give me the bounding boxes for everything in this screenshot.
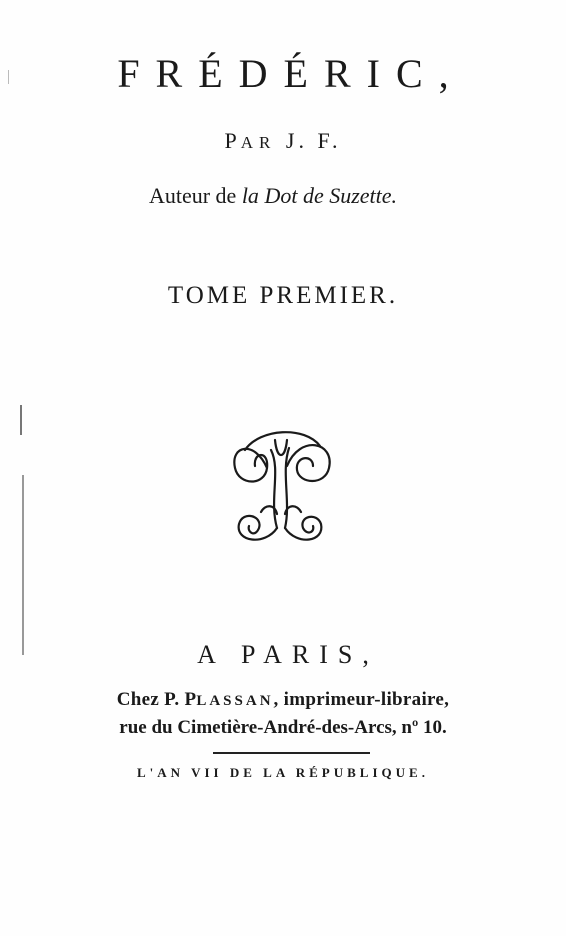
divider-rule (213, 752, 370, 754)
volume-label: TOME PREMIER. (167, 282, 399, 309)
printer-line (0, 689, 566, 711)
work-title-4: Suzette. (329, 183, 398, 208)
edge-mark (20, 405, 22, 435)
author-prefix-small-caps: AR (240, 133, 277, 152)
edge-mark (22, 475, 24, 655)
printer-address: rue du Cimetière-André-des-Arcs, nº 10. (119, 717, 447, 738)
author-prefix: P (224, 128, 241, 153)
author-name: J. F. (276, 128, 342, 153)
pp-monogram-icon (225, 420, 340, 550)
previous-work-line (0, 183, 556, 209)
edge-mark (8, 70, 9, 84)
printer-name-initial: P (184, 689, 197, 710)
place-of-publication: A PARIS, (197, 640, 379, 669)
book-title: FRÉDÉRIC, (117, 51, 465, 96)
publication-date: L'AN VII DE LA RÉPUBLIQUE. (137, 765, 429, 780)
author-line (0, 128, 566, 154)
printer-prefix: Chez P. (116, 689, 185, 710)
work-prefix: Auteur de (148, 183, 242, 208)
printer-name-small-caps: LASSAN (196, 693, 274, 709)
printer-suffix: , imprimeur-libraire, (273, 689, 450, 710)
work-title-2: Dot (264, 183, 298, 208)
work-title-1: la (241, 183, 259, 208)
work-title-3: de (302, 183, 324, 208)
